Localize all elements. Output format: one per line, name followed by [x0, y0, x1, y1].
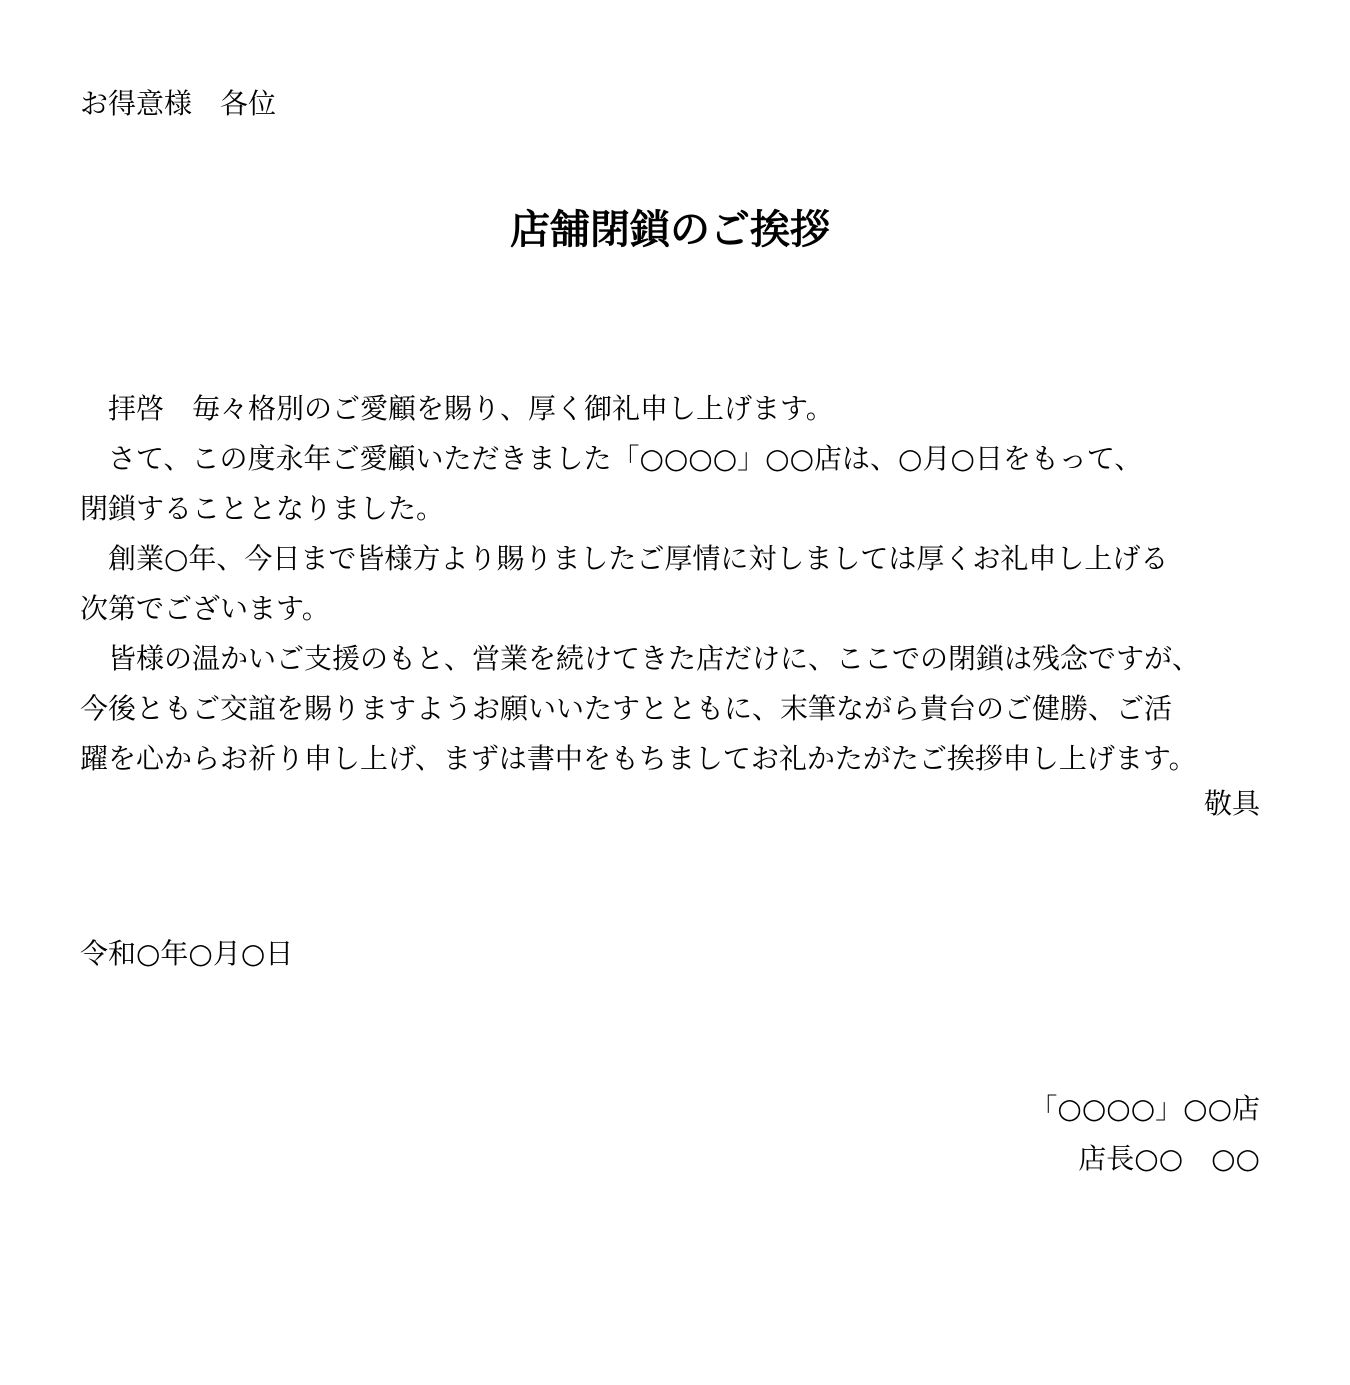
sender-store: 「○○○○」○○店: [1029, 1092, 1260, 1125]
body-line: 躍を心からお祈り申し上げ、まずは書中をもちましてお礼かたがたご挨拶申し上げます。: [80, 742, 1197, 775]
body-line: 皆様の温かいご支援のもと、営業を続けてきた店だけに、ここでの閉鎖は残念ですが、: [80, 642, 1201, 675]
document-title: 店舗閉鎖のご挨拶: [510, 207, 830, 253]
body-line: 拝啓 毎々格別のご愛顧を賜り、厚く御礼申し上げます。: [80, 392, 834, 425]
letter-date: 令和○年○月○日: [80, 937, 294, 970]
body-line: 創業○年、今日まで皆様方より賜りましたご厚情に対しましては厚くお礼申し上げる: [80, 542, 1169, 575]
sender-manager: 店長○○ ○○: [1078, 1142, 1260, 1175]
body-line: 今後ともご交誼を賜りますようお願いいたすとともに、末筆ながら貴台のご健勝、ご活: [80, 692, 1173, 725]
addressee: お得意様 各位: [80, 87, 277, 120]
body-line: 次第でございます。: [80, 592, 330, 625]
sender-block: [80, 1084, 1260, 1184]
body-line: さて、この度永年ご愛顧いただきました「○○○○」○○店は、○月○日をもって、: [80, 442, 1143, 475]
body-line: 閉鎖することとなりました。: [80, 492, 445, 525]
letter-body: [80, 384, 1280, 784]
closing-phrase: 敬具: [1203, 787, 1260, 820]
